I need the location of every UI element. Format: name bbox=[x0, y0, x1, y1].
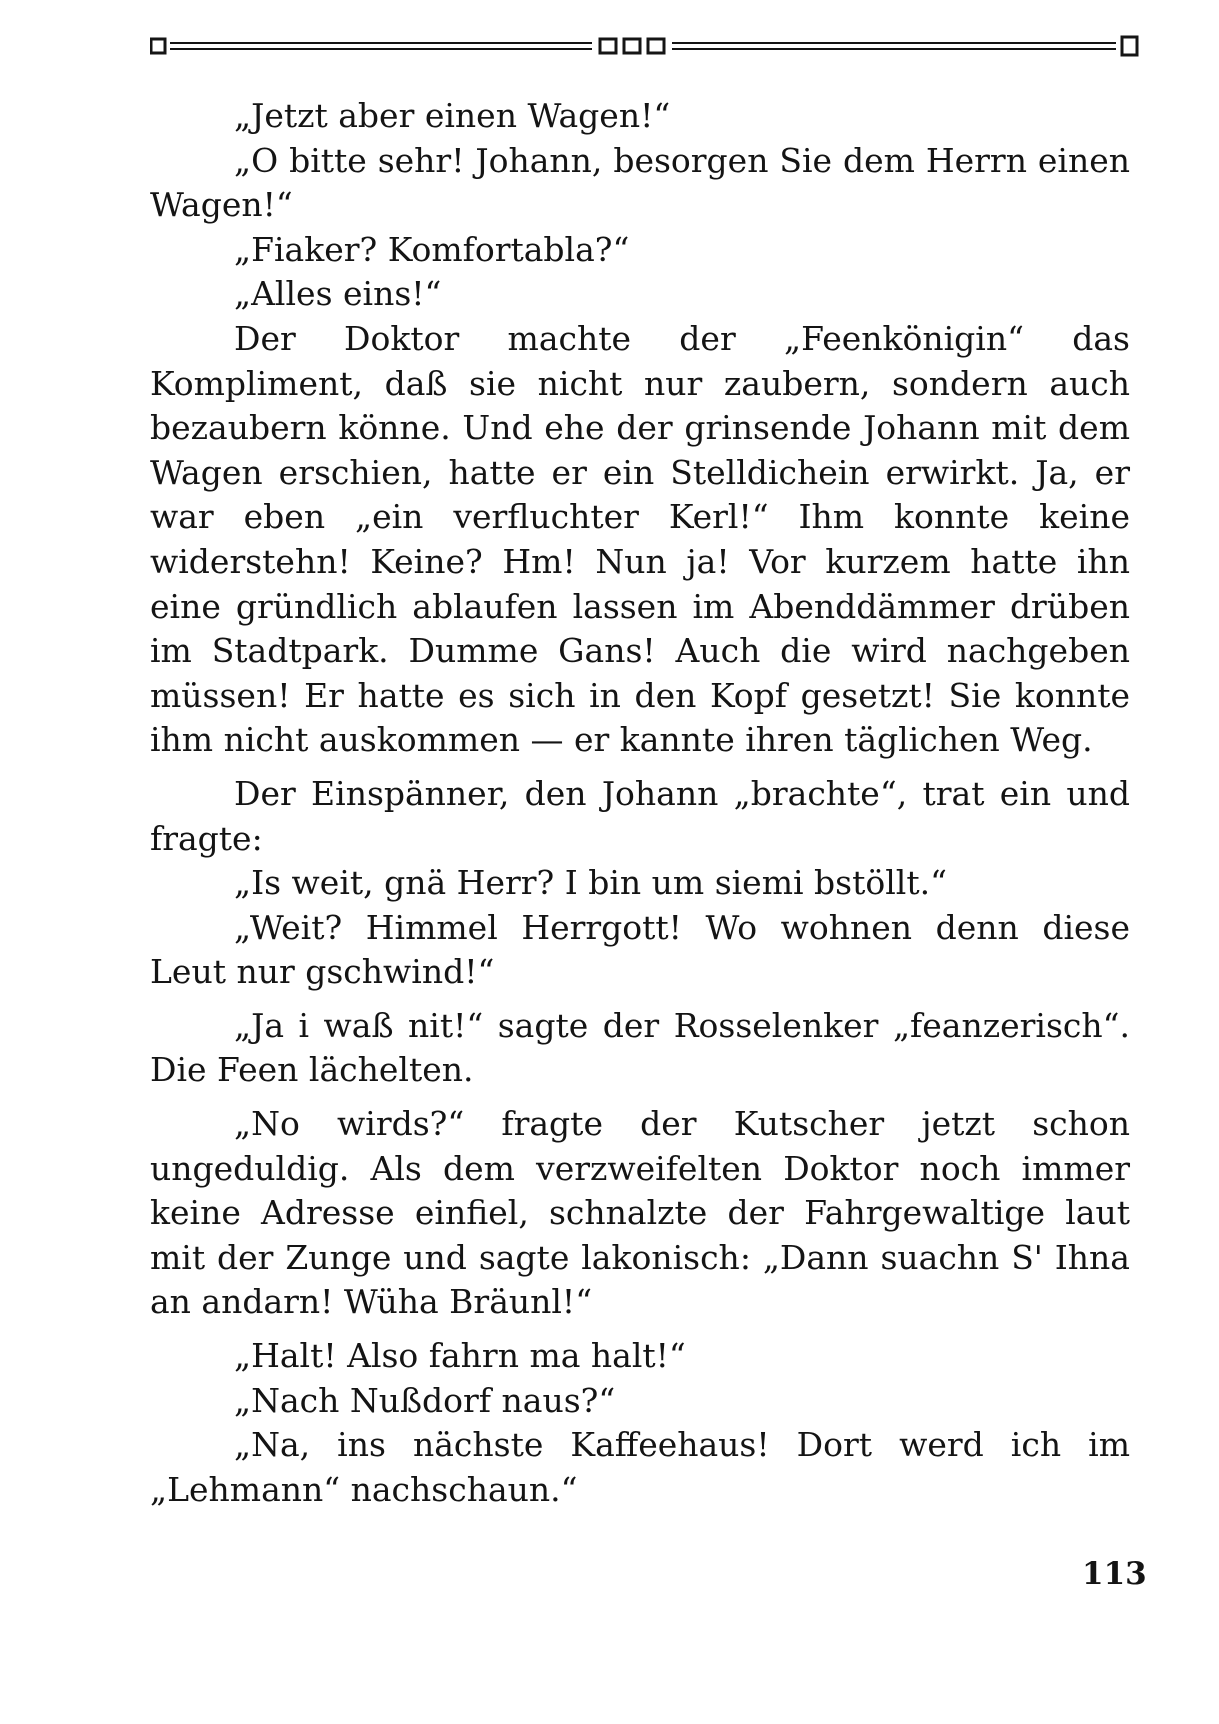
page-number: 113 bbox=[1082, 1556, 1147, 1592]
dialogue-line: „Weit? Himmel Herrgott! Wo wohnen denn diese Leut nur gschwind!“ bbox=[150, 907, 1130, 992]
dialogue-line: „Ja i waß nit!“ sagte der Rosselenker „feanzerisch“. Die Feen lächelten. bbox=[150, 1005, 1130, 1090]
dialogue-line: „Halt! Also fahrn ma halt!“ bbox=[234, 1336, 686, 1376]
dialogue-line: „Is weit, gnä Herr? I bin um siemi bstöllt.“ bbox=[234, 863, 947, 903]
dialogue-line: „Na, ins nächste Kaffeehaus! Dort werd ich im „Lehmann“ nachschaun.“ bbox=[150, 1425, 1130, 1509]
dialogue-line: „Nach Nußdorf naus?“ bbox=[234, 1380, 616, 1420]
dialogue-line: „Fiaker? Komfortabla?“ bbox=[234, 229, 630, 269]
narrative-paragraph: Der Einspänner, den Johann „brachte“, trat ein und fragte: bbox=[150, 773, 1130, 858]
page-body-text bbox=[150, 94, 1130, 1512]
dialogue-line: „Alles eins!“ bbox=[234, 274, 442, 314]
narrative-paragraph: „No wirds?“ fragte der Kutscher jetzt schon ungeduldig. Als dem verzweifelten Doktor noch immer keine Adresse einfiel, schnalzte der Fahrgewaltige laut mit der Zunge und sagte lakonisch: „Dann suachn S' Ihna an andarn! Wüha Bräunl!“ bbox=[150, 1104, 1130, 1322]
dialogue-line: „O bitte sehr! Johann, besorgen Sie dem Herrn einen Wagen!“ bbox=[150, 140, 1130, 225]
header-ornament-rule bbox=[150, 34, 1140, 58]
dialogue-line: „Jetzt aber einen Wagen!“ bbox=[234, 96, 671, 135]
narrative-paragraph: Der Doktor machte der „Feenkönigin“ das Kompliment, daß sie nicht nur zaubern, sondern auch bezaubern könne. Und ehe der grinsende Johann mit dem Wagen erschien, hatte er ein Stelldichein erwirkt. Ja, er war eben „ein verfluchter Kerl!“ Ihm konnte keine widerstehn! Keine? Hm! Nun ja! Vor kurzem hatte ihn eine gründlich ablaufen lassen im Abenddämmer drüben im Stadtpark. Dumme Gans! Auch die wird nachgeben müssen! Er hatte es sich in den Kopf gesetzt! Sie konnte ihm nicht auskommen — er kannte ihren täglichen Weg. bbox=[150, 318, 1130, 760]
